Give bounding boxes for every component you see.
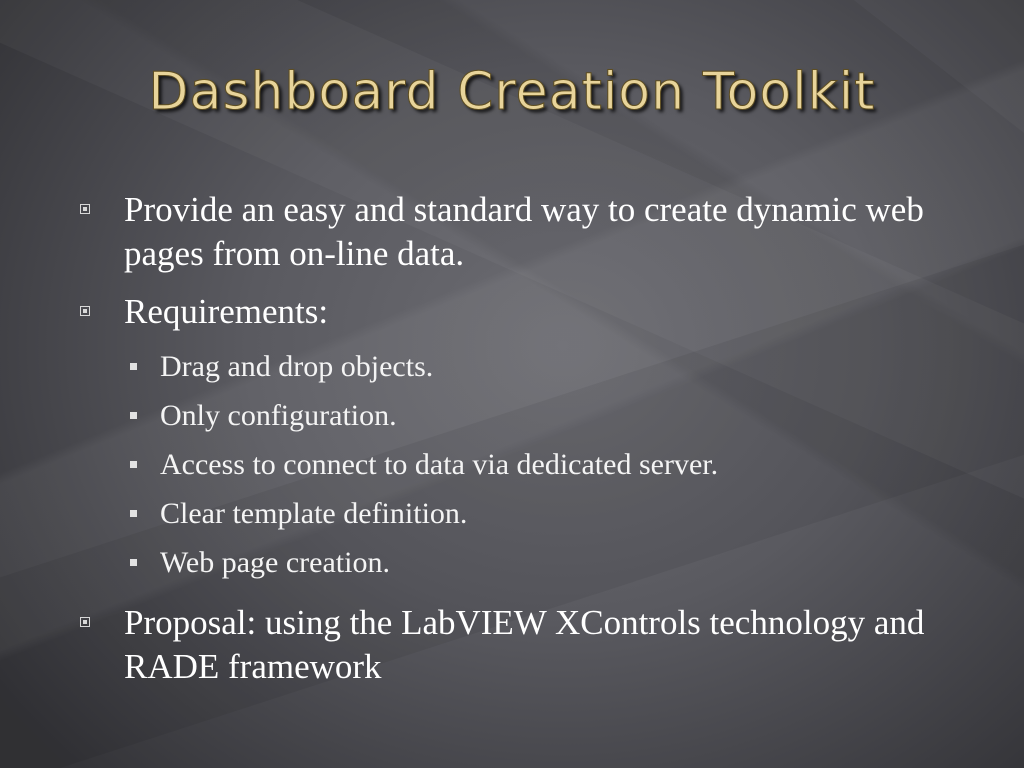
slide-title: Dashboard Creation Toolkit [148, 62, 876, 122]
square-outline-bullet-icon [80, 204, 90, 214]
sub-bullet-list [124, 342, 980, 587]
bullet-text: Provide an easy and standard way to create dynamic web pages from on-line data. [124, 190, 924, 273]
square-outline-bullet-icon [80, 306, 90, 316]
filled-square-bullet-icon [130, 412, 137, 419]
sub-bullet-item [124, 489, 980, 538]
sub-bullet-text: Access to connect to data via dedicated server. [160, 448, 719, 481]
bullet-item [80, 290, 980, 334]
sub-bullet-item [124, 391, 980, 440]
sub-bullet-item [124, 342, 980, 391]
square-outline-bullet-icon [80, 617, 90, 627]
bullet-item [80, 188, 980, 276]
bullet-text: Proposal: using the LabVIEW XControls technology and RADE framework [124, 603, 925, 686]
bullet-text: Requirements: [124, 292, 329, 331]
sub-bullet-item [124, 538, 980, 587]
filled-square-bullet-icon [130, 363, 137, 370]
filled-square-bullet-icon [130, 461, 137, 468]
sub-bullet-text: Only configuration. [160, 399, 397, 432]
sub-bullet-item [124, 440, 980, 489]
filled-square-bullet-icon [130, 559, 137, 566]
sub-bullet-text: Clear template definition. [160, 497, 468, 530]
filled-square-bullet-icon [130, 510, 137, 517]
slide-content [80, 188, 980, 703]
sub-bullet-text: Drag and drop objects. [160, 350, 434, 383]
bullet-item [80, 601, 980, 689]
sub-bullet-text: Web page creation. [160, 546, 390, 579]
